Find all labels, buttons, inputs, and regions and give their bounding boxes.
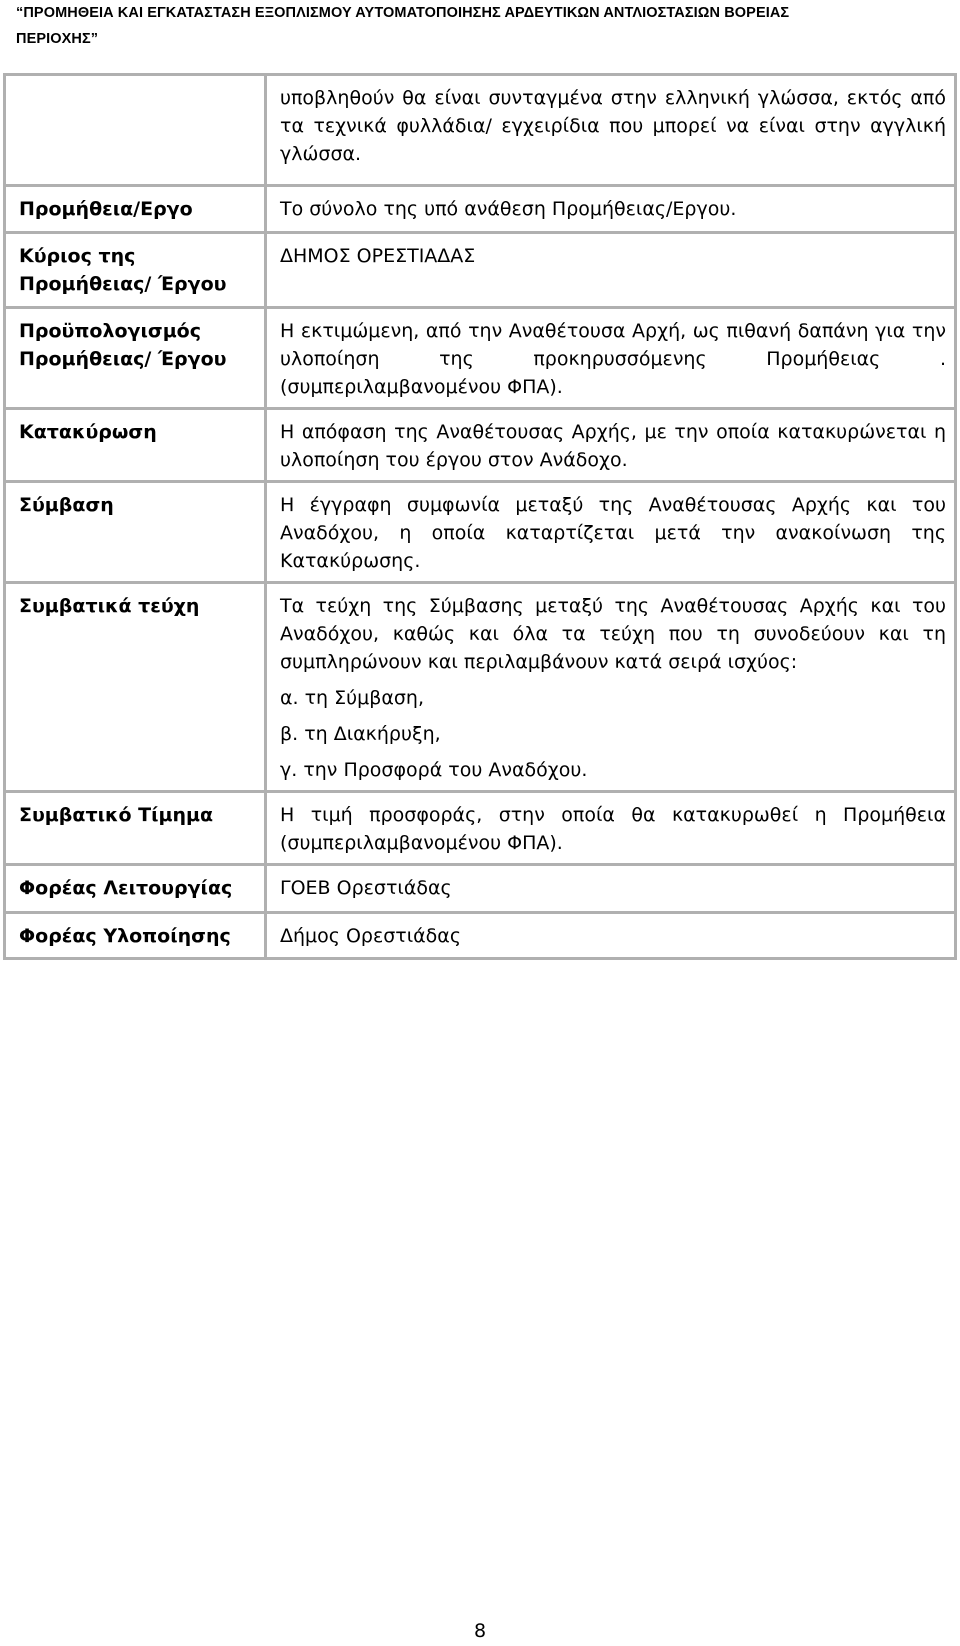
page-number: 8 bbox=[473, 1620, 487, 1642]
table-row bbox=[5, 233, 956, 308]
list-item: γ. την Προσφορά του Αναδόχου. bbox=[280, 759, 588, 781]
description-cell: Δήμος Ορεστιάδας bbox=[266, 913, 956, 959]
header-line-1: “ΠΡΟΜΗΘΕΙΑ ΚΑΙ ΕΓΚΑΤΑΣΤΑΣΗ ΕΞΟΠΛΙΣΜΟΥ ΑΥΤΟΜΑΤΟΠΟΙΗΣΗΣ ΑΡΔΕΥΤΙΚΩΝ ΑΝΤΛΙΟΣΤΑΣΙΩΝ ΒΟΡΕΙΑΣ bbox=[16, 5, 790, 21]
description-cell: Η έγγραφη συμφωνία μεταξύ της Αναθέτουσας Αρχής και του Αναδόχου, η οποία καταρτίζεται μετά την ανακοίνωση της Κατακύρωσης. bbox=[266, 482, 956, 583]
table-row bbox=[5, 583, 956, 792]
term-cell bbox=[5, 75, 266, 186]
table-row bbox=[5, 792, 956, 865]
description-cell: Η απόφαση της Αναθέτουσας Αρχής, με την οποία κατακυρώνεται η υλοποίηση του έργου στον Ανάδοχο. bbox=[266, 409, 956, 482]
table-row bbox=[5, 409, 956, 482]
term-cell: Προμήθεια/Εργο bbox=[5, 186, 266, 233]
term-cell: Κατακύρωση bbox=[5, 409, 266, 482]
table-row bbox=[5, 308, 956, 409]
term-cell: Συμβατικό Τίμημα bbox=[5, 792, 266, 865]
table-row bbox=[5, 186, 956, 233]
description-cell: ΔΗΜΟΣ ΟΡΕΣΤΙΑΔΑΣ bbox=[266, 233, 956, 308]
table-row bbox=[5, 75, 956, 186]
term-cell: Προϋπολογισμός Προμήθειας/ Έργου bbox=[5, 308, 266, 409]
description-cell: Η εκτιμώμενη, από την Αναθέτουσα Αρχή, ως πιθανή δαπάνη για την υλοποίηση της προκηρυσσόμενης Προμήθειας . (συμπεριλαμβανομένου ΦΠΑ). bbox=[266, 308, 956, 409]
document-header bbox=[16, 0, 936, 52]
description-cell: υποβληθούν θα είναι συνταγμένα στην ελληνική γλώσσα, εκτός από τα τεχνικά φυλλάδια/ εγχειρίδια που μπορεί να είναι στην αγγλική γλώσσα. bbox=[266, 75, 956, 186]
header-line-2: ΠΕΡΙΟΧΗΣ” bbox=[16, 31, 99, 47]
description-text: Τα τεύχη της Σύμβασης μεταξύ της Αναθέτουσας Αρχής και του Αναδόχου, καθώς και όλα τα τεύχη που τη συνοδεύουν και τη συμπληρώνουν και περιλαμβάνουν κατά σειρά ισχύος: bbox=[280, 595, 946, 673]
term-cell: Σύμβαση bbox=[5, 482, 266, 583]
description-cell: ΓΟΕΒ Ορεστιάδας bbox=[266, 865, 956, 913]
term-cell: Φορέας Υλοποίησης bbox=[5, 913, 266, 959]
term-cell: Κύριος της Προμήθειας/ Έργου bbox=[5, 233, 266, 308]
table-row bbox=[5, 865, 956, 913]
table-row bbox=[5, 482, 956, 583]
table-row bbox=[5, 913, 956, 959]
description-cell bbox=[266, 583, 956, 792]
term-cell: Συμβατικά τεύχη bbox=[5, 583, 266, 792]
term-cell: Φορέας Λειτουργίας bbox=[5, 865, 266, 913]
list-item: α. τη Σύμβαση, bbox=[280, 687, 424, 709]
description-cell: Η τιμή προσφοράς, στην οποία θα κατακυρωθεί η Προμήθεια (συμπεριλαμβανομένου ΦΠΑ). bbox=[266, 792, 956, 865]
description-cell: Το σύνολο της υπό ανάθεση Προμήθειας/Εργου. bbox=[266, 186, 956, 233]
list-item: β. τη Διακήρυξη, bbox=[280, 723, 441, 745]
definitions-table bbox=[3, 73, 957, 960]
